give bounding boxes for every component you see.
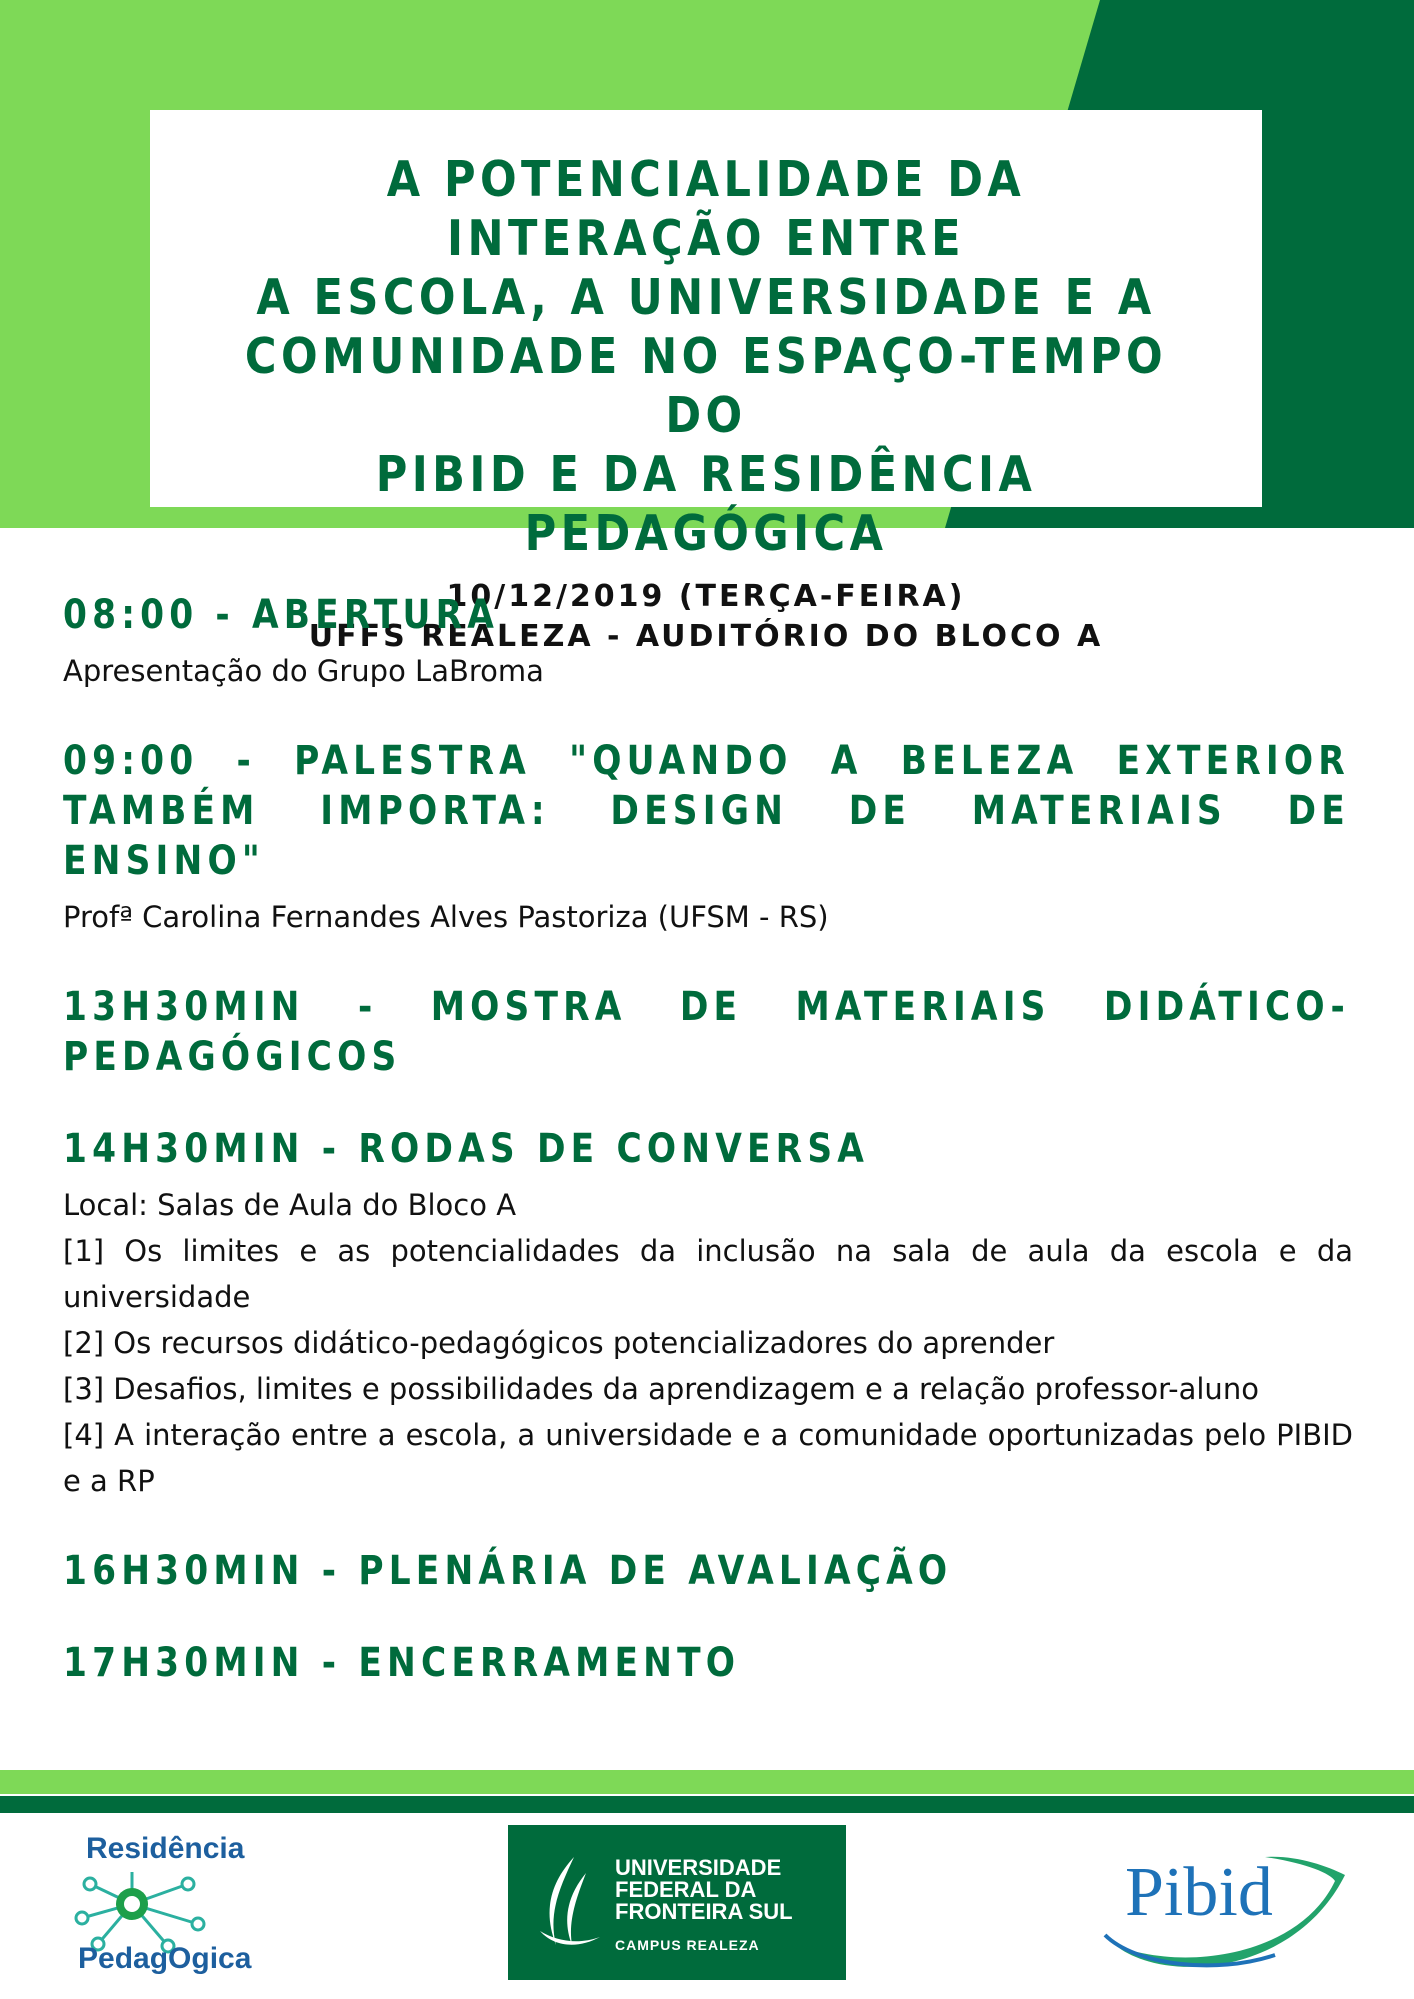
program-item-title: 16H30MIN - PLENÁRIA DE AVALIAÇÃO: [63, 1548, 953, 1594]
event-place: UFFS REALEZA - AUDITÓRIO DO BLOCO A: [308, 619, 1104, 654]
footer-band-dark: [0, 1796, 1414, 1813]
program-item-line: Local: Salas de Aula do Bloco A: [63, 1188, 517, 1222]
program-item-title: 08:00 - ABERTURA: [63, 592, 500, 638]
uffs-flame-icon: [534, 1853, 604, 1953]
program-item-line: [1] Os limites e as potencialidades da inclusão na sala de aula da escola e da universidade: [63, 1234, 1353, 1314]
uffs-logo: [508, 1825, 846, 1980]
program-item: [63, 736, 1353, 940]
program-item: [63, 590, 1353, 694]
program-item-title: 14H30MIN - RODAS DE CONVERSA: [63, 1126, 870, 1172]
event-date: 10/12/2019 (TERÇA-FEIRA): [446, 579, 966, 614]
event-title: A POTENCIALIDADE DA INTERAÇÃO ENTRE A ESCOLA, A UNIVERSIDADE E A COMUNIDADE NO ESPAÇO-TEMPO DO PIBID E DA RESIDÊNCIA PEDAGÓGICA: [244, 151, 1168, 562]
program-item: [63, 1638, 1353, 1688]
program-item-line: Apresentação do Grupo LaBroma: [63, 654, 544, 688]
program-item-title: 13H30MIN - MOSTRA DE MATERIAIS DIDÁTICO-PEDAGÓGICOS: [63, 984, 1350, 1080]
pibid-logo-word: Pibid: [1125, 1854, 1273, 1931]
residencia-logo-line2: PedagOgica: [78, 1942, 252, 1975]
program-item-line: [4] A interação entre a escola, a universidade e a comunidade oportunizadas pelo PIBID e a RP: [63, 1418, 1353, 1498]
uffs-logo-campus: CAMPUS REALEZA: [615, 1937, 760, 1953]
residencia-pedagogica-logo: [70, 1832, 260, 1982]
footer-band-light: [0, 1770, 1414, 1794]
uffs-logo-name: UNIVERSIDADE FEDERAL DA FRONTEIRA SUL: [615, 1855, 793, 1924]
program-item-title: 17H30MIN - ENCERRAMENTO: [63, 1640, 741, 1686]
program-item: [63, 1546, 1353, 1596]
program-item-line: Profª Carolina Fernandes Alves Pastoriza (UFSM - RS): [63, 900, 829, 934]
program-item-title: 09:00 - PALESTRA "QUANDO A BELEZA EXTERIOR TAMBÉM IMPORTA: DESIGN DE MATERIAIS DE ENSINO": [63, 738, 1350, 884]
program-item: [63, 982, 1353, 1082]
residencia-logo-line1: Residência: [86, 1832, 245, 1865]
program-item-line: [3] Desafios, limites e possibilidades da aprendizagem e a relação professor-aluno: [63, 1372, 1259, 1406]
pibid-logo: [1095, 1835, 1360, 1975]
program-item-line: [2] Os recursos didático-pedagógicos potencializadores do aprender: [63, 1326, 1055, 1360]
program-item: [63, 1124, 1353, 1504]
program-list: [63, 590, 1353, 1730]
